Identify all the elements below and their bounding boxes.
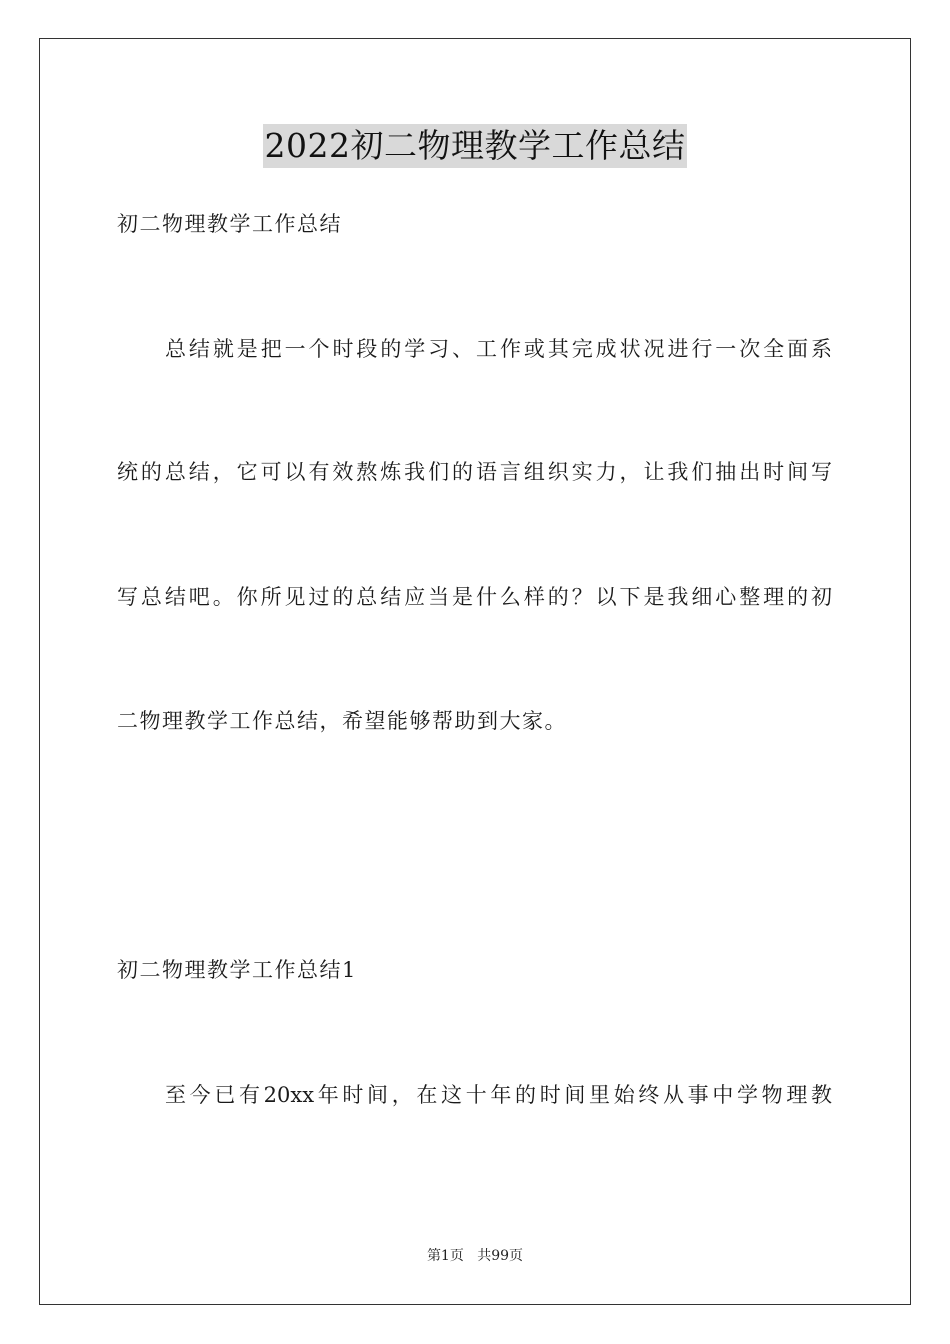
page-footer bbox=[0, 1247, 950, 1265]
section-heading: 初二物理教学工作总结1 bbox=[117, 958, 357, 982]
intro-line-2: 统的总结，它可以有效熬炼我们的语言组织实力，让我们抽出时间写 bbox=[117, 460, 832, 484]
title-container bbox=[0, 124, 950, 168]
subtitle: 初二物理教学工作总结 bbox=[117, 212, 342, 236]
page-number: 第1页 bbox=[426, 1248, 464, 1264]
intro-line-3: 写总结吧。你所见过的总结应当是什么样的？以下是我细心整理的初 bbox=[117, 585, 832, 609]
section-first-line: 至今已有20xx年时间，在这十年的时间里始终从事中学物理教 bbox=[165, 1083, 832, 1107]
intro-line-4: 二物理教学工作总结，希望能够帮助到大家。 bbox=[117, 709, 567, 733]
intro-line-1: 总结就是把一个时段的学习、工作或其完成状况进行一次全面系 bbox=[165, 337, 832, 361]
page-total: 共99页 bbox=[477, 1248, 524, 1264]
document-title: 2022初二物理教学工作总结 bbox=[263, 124, 688, 168]
